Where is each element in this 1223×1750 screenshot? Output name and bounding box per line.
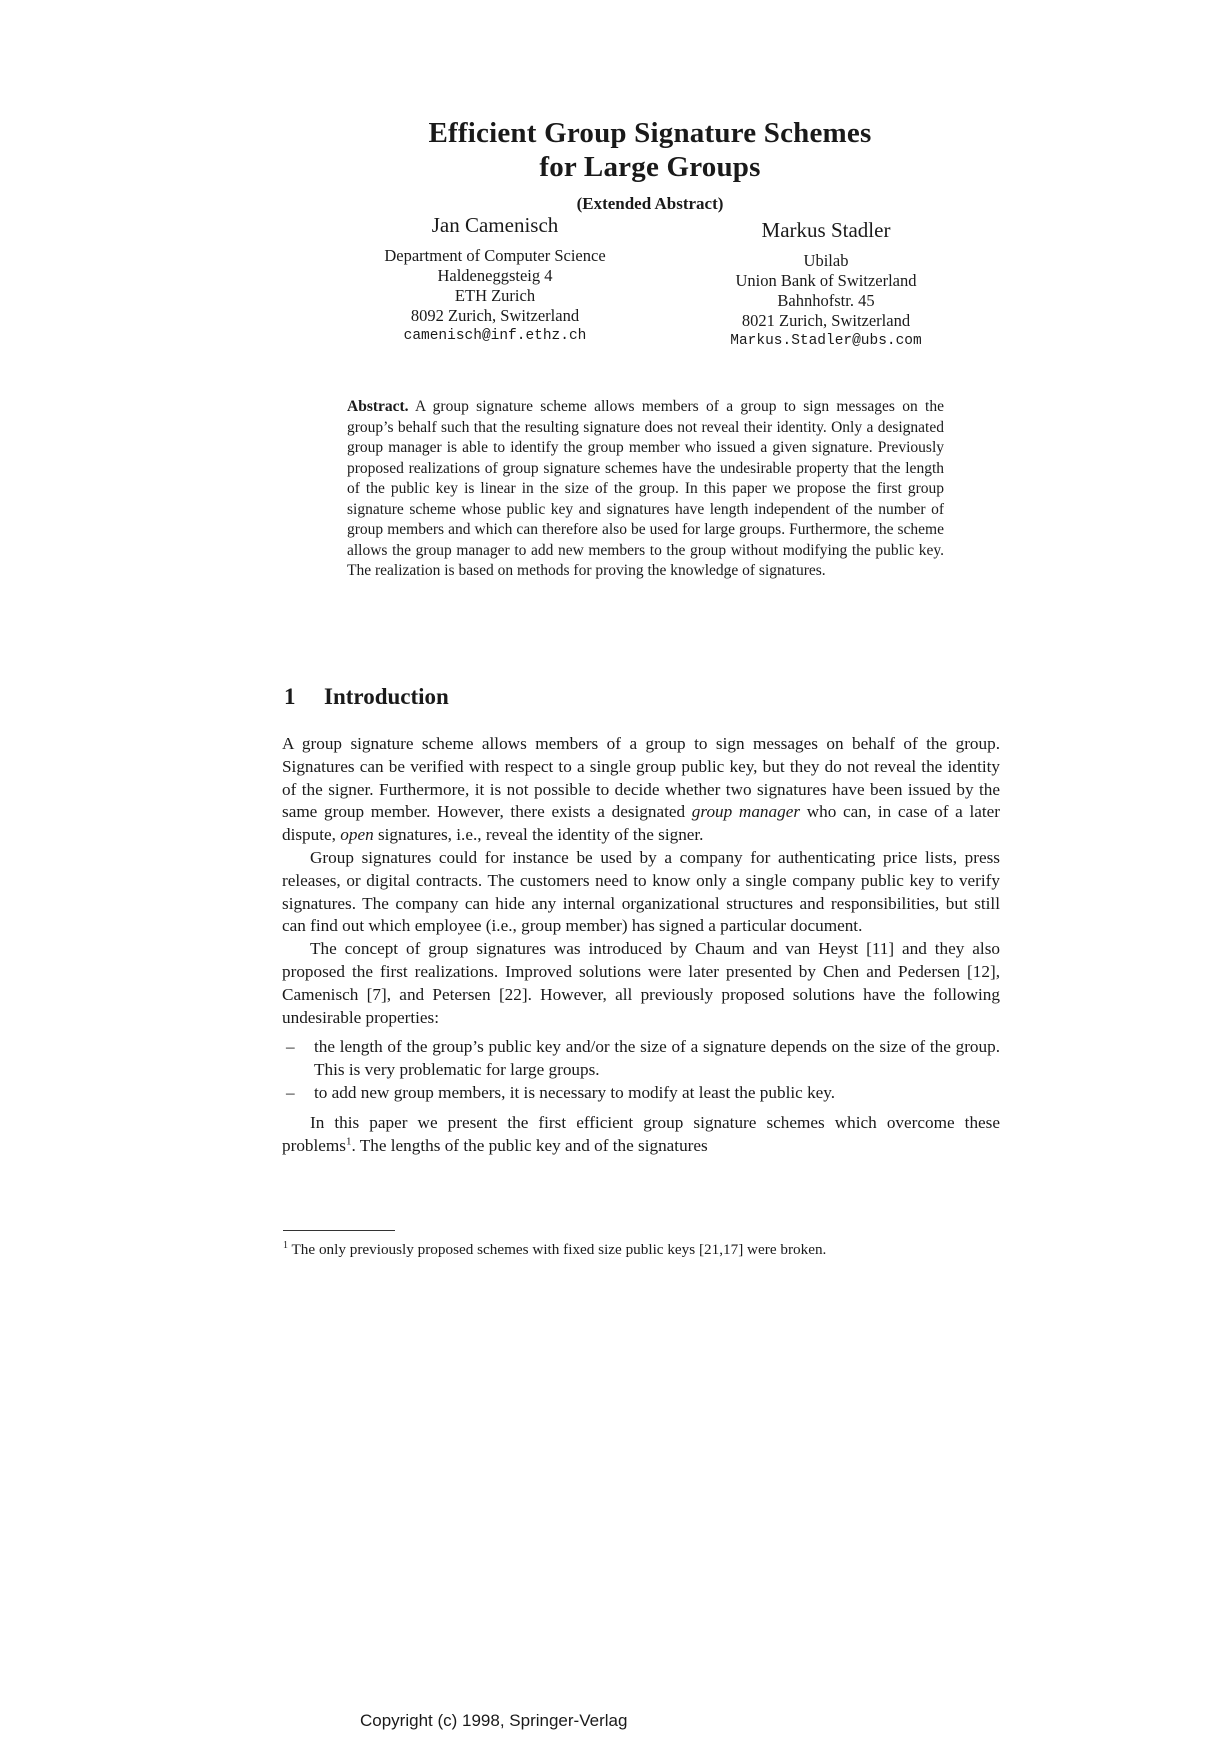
author-email: camenisch@inf.ethz.ch [403,328,587,344]
footnote [283,1236,1001,1260]
author-affiliation-line: Department of Computer Science [384,246,606,265]
paragraph [282,1112,1000,1158]
list-dash: – [286,1037,295,1057]
section-number: 1 [284,684,296,709]
author-block-camenisch [345,212,645,346]
footnote-reference: 1 [345,1134,352,1147]
paragraph-text: signatures, i.e., reveal the identity of the signer. [373,825,704,845]
paragraph-text: In this paper we present the first efficient group signature schemes which overcome these problems [282,1112,1000,1155]
abstract-text: A group signature scheme allows members of a group to sign messages on the group’s behalf such that the resulting signature does not reveal their identity. Only a designated group manager is able to identify the group member who issued a given signature. Previously proposed realizations of group signature schemes have the undesirable property that the length of the public key is linear in the size of the group. In this paper we propose the first group signature scheme whose public key and signatures have length independent of the number of group members and which can therefore also be used for large groups. Furthermore, the scheme allows the group manager to add new members to the group without modifying the public key. The realization is based on methods for proving the knowledge of signatures. [347,398,944,579]
footnote-text: The only previously proposed schemes with fixed size public keys [21,17] were broken. [291,1241,827,1259]
author-affiliation-line: Haldeneggsteig 4 [437,266,553,285]
paragraph: The concept of group signatures was introduced by Chaum and van Heyst [11] and they also proposed the first realizations. Improved solutions were later presented by Chen and Pedersen [12], Camenisch [7], and Petersen [22]. However, all previously proposed solutions have the following undesirable properties: [282,939,1000,1027]
section-title: Introduction [324,684,449,709]
introduction-body [282,733,1000,1157]
paragraph-text: A group signature scheme allows members of a group to sign messages on behalf of the group. Signatures can be verified with respect to a single group public key, but they do not reveal the identity of the signer. Furthermore, it is not possible to decide whether two signatures have been issued by the same group member. However, there exists a designated [282,734,1000,822]
abstract [347,397,944,582]
paper-title-line-1: Efficient Group Signature Schemes [428,117,872,149]
author-affiliation-line: 8092 Zurich, Switzerland [410,306,580,325]
copyright-notice: Copyright (c) 1998, Springer-Verlag [360,1711,628,1730]
paper-subtitle: (Extended Abstract) [576,194,724,213]
author-email: Markus.Stadler@ubs.com [730,333,922,349]
list-item [286,1082,1000,1105]
author-name: Jan Camenisch [431,213,559,237]
bullet-list [282,1036,1000,1104]
list-dash: – [286,1082,295,1102]
paragraph-text: who can, in case of a later dispute, [282,802,1000,845]
author-block-stadler [676,217,976,351]
author-affiliation-line: ETH Zurich [454,286,536,305]
author-name: Markus Stadler [761,218,891,242]
paragraph-text: . The lengths of the public key and of the signatures [351,1135,708,1155]
emphasis-text: group manager [691,802,801,822]
paragraph [282,733,1000,847]
section-heading-introduction [284,683,449,711]
footnote-mark: 1 [283,1240,288,1251]
list-item-text: the length of the group’s public key and/or the size of a signature depends on the size of the group. This is very problematic for large groups. [314,1037,1000,1080]
author-affiliation-line: Ubilab [803,251,849,270]
emphasis-text: open [340,825,374,845]
list-item [286,1036,1000,1082]
footnote-divider [283,1230,395,1231]
abstract-label: Abstract. [347,398,409,415]
author-affiliation-line: Bahnhofstr. 45 [777,291,875,310]
title-block [300,116,1000,214]
author-affiliation-line: 8021 Zurich, Switzerland [741,311,911,330]
paragraph: Group signatures could for instance be used by a company for authenticating price lists, press releases, or digital contracts. The customers need to know only a single company public key to verify signatures. The company can hide any internal organizational structures and responsibilities, but still can find out which employee (i.e., group member) has signed a particular document. [282,847,1000,936]
paper-title-line-2: for Large Groups [539,151,761,183]
author-affiliation-line: Union Bank of Switzerland [735,271,917,290]
list-item-text: to add new group members, it is necessary to modify at least the public key. [314,1082,836,1102]
